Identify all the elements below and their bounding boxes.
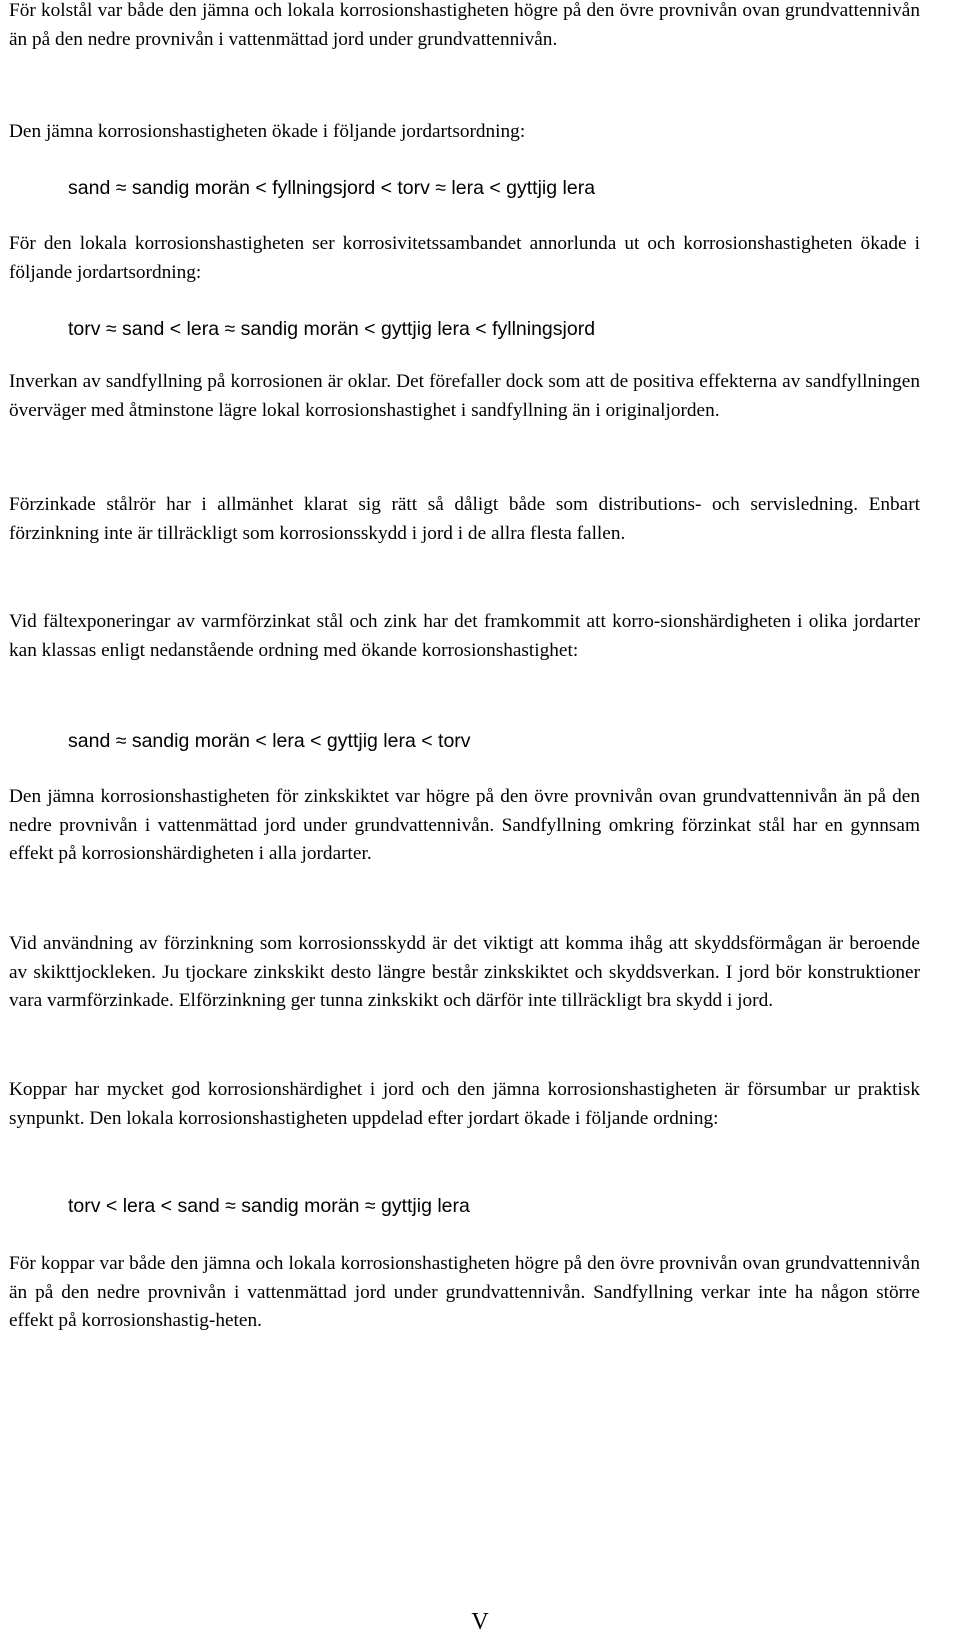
paragraph-forzinkade-stalror: Förzinkade stålrör har i allmänhet klarat sig rätt så dåligt både som distributions- och servisledning. Enbart förzinkning inte är tillräckligt som korrosionsskydd i jord i de allra flesta fallen. [9, 494, 920, 544]
ordering-steel-local: torv ≈ sand < lera ≈ sandig morän < gyttjig lera < fyllningsjord [68, 318, 596, 340]
paragraph-skikttjocklek: Vid användning av förzinkning som korrosionsskydd är det viktigt att komma ihåg att skyddsförmågan är beroende av skikttjockleken. Ju tjockare zinkskikt desto längre består zinkskiktet och skyddsverkan. I jord bör konstruktioner vara varmförzinkade. Elförzinkning ger tunna zinkskikt och därför inte tillräckligt bra skydd i jord. [9, 933, 920, 1011]
page-number: V [471, 1609, 489, 1635]
paragraph-koppar: Koppar har mycket god korrosionshärdighet i jord och den jämna korrosionshastigheten är försumbar ur praktisk synpunkt. Den lokala korrosionshastigheten uppdelad efter jordart ökade i följande ordning: [9, 1079, 920, 1129]
paragraph-kolstal-provniva: För kolstål var både den jämna och lokala korrosionshastigheten högre på den övre provnivån ovan grundvattennivån än på den nedre provnivån i vattenmättad jord under grundvattennivån. [9, 0, 920, 50]
paragraph-sandfyllning: Inverkan av sandfyllning på korrosionen är oklar. Det förefaller dock som att de positiva effekterna av sandfyllningen överväger med åtminstone lägre lokal korrosionshastighet i sandfyllning än i originaljorden. [9, 371, 920, 421]
ordering-steel-uniform: sand ≈ sandig morän < fyllningsjord < torv ≈ lera < gyttjig lera [68, 177, 596, 199]
paragraph-faltexponeringar: Vid fältexponeringar av varmförzinkat stål och zink har det framkommit att korro-sionshärdigheten i olika jordarter kan klassas enligt nedanstående ordning med ökande korrosionshastighet: [9, 611, 920, 661]
paragraph-lokal-korrosion-intro: För den lokala korrosionshastigheten ser korrosivitetssambandet annorlunda ut och korrosionshastigheten ökade i följande jordartsordning: [9, 233, 920, 283]
paragraph-jamn-korrosion-intro: Den jämna korrosionshastigheten ökade i följande jordartsordning: [9, 121, 526, 142]
paragraph-zinkskikt-provniva: Den jämna korrosionshastigheten för zinkskiktet var högre på den övre provnivån ovan grundvattennivån än på den nedre provnivån i vattenmättad jord under grundvattennivån. Sandfyllning omkring förzinkat stål har en gynnsam effekt på korrosionshärdigheten i alla jordarter. [9, 786, 920, 864]
ordering-copper-local: torv < lera < sand ≈ sandig morän ≈ gyttjig lera [68, 1195, 470, 1217]
paragraph-koppar-provniva: För koppar var både den jämna och lokala korrosionshastigheten högre på den övre provnivån ovan grundvattennivån än på den nedre provnivån i vattenmättad jord under grundvattennivån. Sandfyllning verkar inte ha någon större effekt på korrosionshastig-heten. [9, 1253, 920, 1331]
ordering-zinc: sand ≈ sandig morän < lera < gyttjig lera < torv [68, 730, 471, 752]
